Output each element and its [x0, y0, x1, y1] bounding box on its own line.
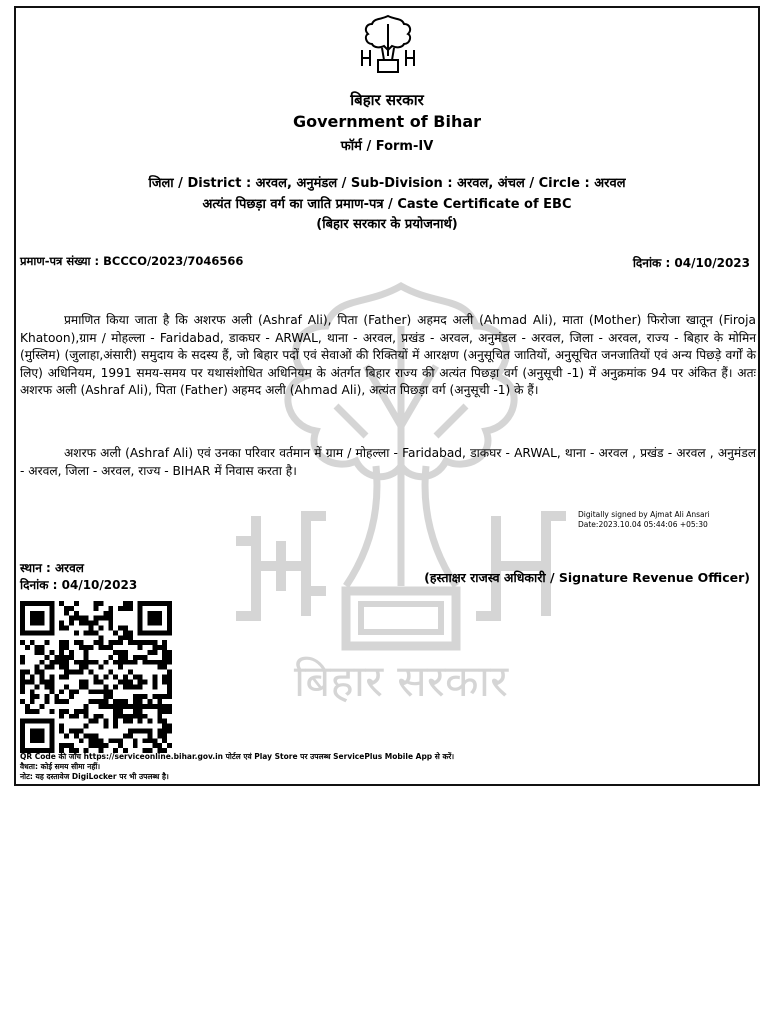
place-date: दिनांक : 04/10/2023 — [20, 578, 138, 592]
digital-signature-date: Date:2023.10.04 05:44:06 +05:30 — [578, 520, 708, 529]
form-number: फॉर्म / Form-IV — [340, 139, 434, 154]
watermark-text: बिहार सरकार — [293, 656, 509, 707]
qr-code[interactable] — [20, 601, 172, 753]
footer-validity: वैधता: कोई समय सीमा नहीं। — [20, 762, 101, 771]
district-line: जिला / District : अरवल, अनुमंडल / Sub-Division : अरवल, अंचल / Circle : अरवल — [148, 176, 626, 191]
government-title: Government of Bihar — [292, 112, 482, 131]
residence-paragraph: अशरफ अली (Ashraf Ali) एवं उनका परिवार वर्तमान में ग्राम / मोहल्ला - Faridabad, डाकघर - ARWAL, थाना - अरवल , प्रखंड - अरवल , अनुमंडल - अरवल, जिला - अरवल, राज्य - BIHAR में निवास करता है। — [20, 446, 756, 478]
footer-qr-note: QR Code की जाँच https://serviceonline.bihar.gov.in पोर्टल एवं Play Store पर उपलब्ध ServicePlus Mobile App से करें। — [20, 752, 455, 761]
certificate-title: अत्यंत पिछड़ा वर्ग का जाति प्रमाण-पत्र / Caste Certificate of EBC — [202, 197, 572, 212]
hindi-title: बिहार सरकार — [350, 91, 424, 109]
place-block — [20, 560, 137, 594]
certificate — [14, 6, 760, 786]
bihar-emblem-icon — [356, 12, 420, 76]
signature-label: (हस्ताक्षर राजस्व अधिकारी / Signature Revenue Officer) — [424, 570, 750, 585]
place: स्थान : अरवल — [20, 561, 84, 575]
footer-digilocker-note: नोट: यह दस्तावेज DigiLocker पर भी उपलब्ध है। — [20, 772, 169, 781]
certificate-number: प्रमाण-पत्र संख्या : BCCCO/2023/7046566 — [20, 254, 244, 268]
certificate-date: दिनांक : 04/10/2023 — [632, 256, 750, 270]
digital-signature — [578, 510, 710, 530]
footer-notes — [20, 752, 454, 782]
purpose-line: (बिहार सरकार के प्रयोजनार्थ) — [316, 217, 458, 232]
digital-signature-signer: Digitally signed by Ajmat Ali Ansari — [578, 510, 710, 519]
certification-paragraph: प्रमाणित किया जाता है कि अशरफ अली (Ashraf Ali), पिता (Father) अहमद अली (Ahmad Ali), माता (Mother) फिरोजा खातून (Firoja Khatoon),ग्राम / मोहल्ला - Faridabad, डाकघर - ARWAL, थाना - अरवल, प्रखंड - अरवल, अनुमंडल - अरवल, जिला - अरवल, राज्य - बिहार के मोमिन (मुस्लिम) (जुलाहा,अंसारी) समुदाय के सदस्य हैं, जो बिहार पदों एवं सेवाओं की रिक्तियों में आरक्षण (अनुसूचित जातियों, अनुसूचित जनजातियों एवं अन्य पिछड़े वर्गों के लिए) अधिनियम, 1991 समय-समय पर यथासंशोधित अधिनियम के अंतर्गत बिहार राज्य की अत्यंत पिछड़ा वर्ग (अनुसूची -1) में अनुक्रमांक 94 पर अंकित हैं। अतः अशरफ अली (Ashraf Ali), पिता (Father) अहमद अली (Ahmad Ali), अत्यंत पिछड़ा वर्ग (अनुसूची -1) के हैं। — [20, 313, 756, 397]
